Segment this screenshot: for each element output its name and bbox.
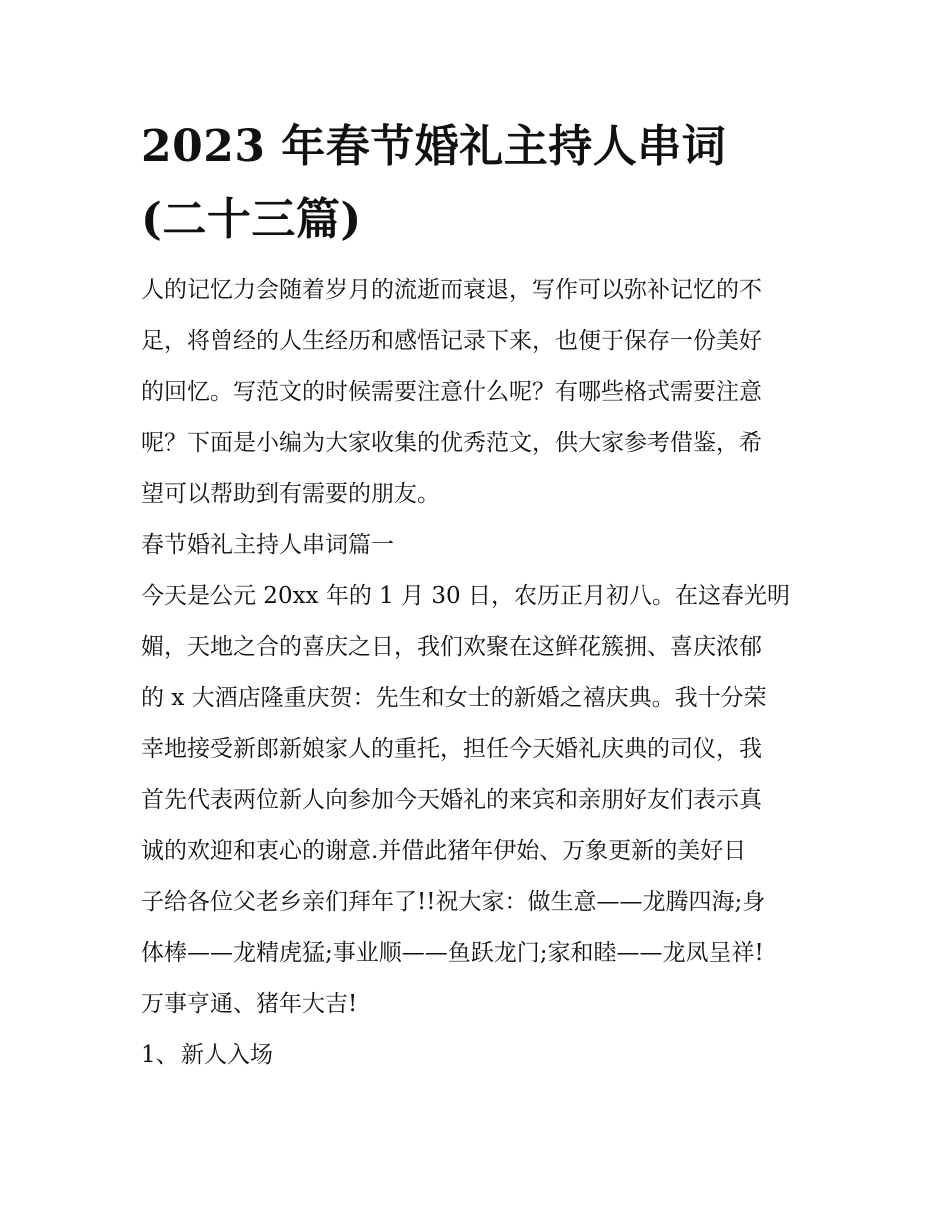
section-paragraph-line: 首先代表两位新人向参加今天婚礼的来宾和亲朋好友们表示真 bbox=[141, 787, 762, 813]
section-paragraph-line: 体棒——龙精虎猛;事业顺——鱼跃龙门;家和睦——龙凤呈祥! bbox=[141, 940, 764, 966]
intro-paragraph-line: 望可以帮助到有需要的朋友。 bbox=[141, 481, 440, 507]
document-title bbox=[141, 118, 813, 249]
document-page bbox=[141, 118, 813, 1073]
section-paragraph-line: 的 x 大酒店隆重庆贺：先生和女士的新婚之禧庆典。我十分荣 bbox=[141, 685, 767, 711]
list-item bbox=[141, 1037, 813, 1073]
intro-paragraph-line: 的回忆。写范文的时候需要注意什么呢？有哪些格式需要注意 bbox=[141, 379, 762, 405]
section-paragraph-line: 媚，天地之合的喜庆之日，我们欢聚在这鲜花簇拥、喜庆浓郁 bbox=[141, 634, 762, 660]
section-paragraph-line: 幸地接受新郎新娘家人的重托，担任今天婚礼庆典的司仪，我 bbox=[141, 736, 762, 762]
section-paragraph-line: 今天是公元 20xx 年的 1 月 30 日，农历正月初八。在这春光明 bbox=[141, 583, 790, 609]
title-line: (二十三篇) bbox=[141, 194, 362, 245]
section-paragraph-line: 万事亨通、猪年大吉! bbox=[141, 991, 358, 1017]
intro-paragraph-line: 呢？下面是小编为大家收集的优秀范文，供大家参考借鉴，希 bbox=[141, 430, 762, 456]
section-heading: 春节婚礼主持人串词篇一 bbox=[141, 532, 394, 558]
list-item-text: 新人入场 bbox=[181, 1042, 273, 1068]
document-body bbox=[141, 272, 813, 1073]
list-item-number: 1、 bbox=[141, 1042, 179, 1068]
title-line: 2023 年春节婚礼主持人串词 bbox=[141, 121, 727, 172]
intro-paragraph-line: 足，将曾经的人生经历和感悟记录下来，也便于保存一份美好 bbox=[141, 328, 762, 354]
section-paragraph-line: 子给各位父老乡亲们拜年了!!祝大家：做生意——龙腾四海;身 bbox=[141, 889, 766, 915]
section-paragraph-line: 诚的欢迎和衷心的谢意.并借此猪年伊始、万象更新的美好日 bbox=[141, 838, 747, 864]
intro-paragraph-line: 人的记忆力会随着岁月的流逝而衰退，写作可以弥补记忆的不 bbox=[141, 277, 762, 303]
